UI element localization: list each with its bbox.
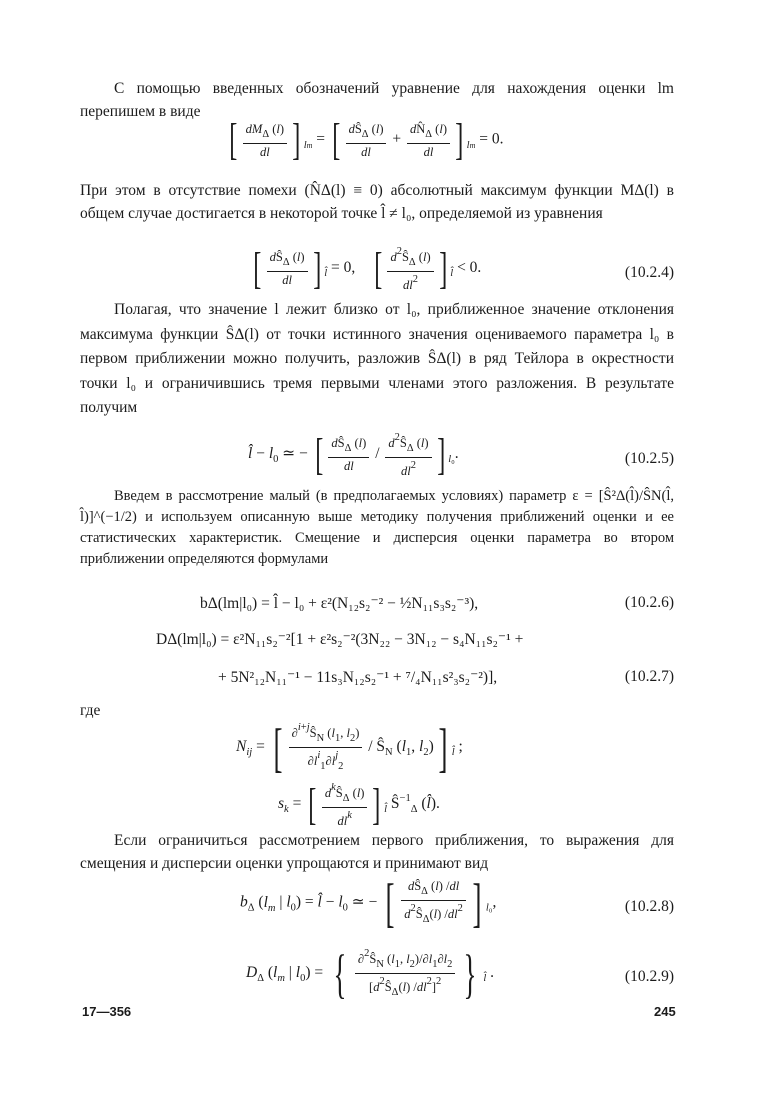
equation-number: (10.2.9) bbox=[624, 968, 674, 985]
equation-number: (10.2.6) bbox=[624, 594, 674, 611]
equation-10-2-7-line2: + 5N²₁₂N₁₁⁻¹ − 11s₃N₁₂s₂⁻¹ + ⁷/₄N₁₁s²₃s₂⁻²)], bbox=[218, 669, 498, 686]
paragraph-where: где bbox=[80, 702, 101, 719]
equation-number: (10.2.4) bbox=[624, 264, 674, 281]
equation-10-2-5: l̂ − $l_0$ ≃ − [ $\frac{dŜ_\Delta (l)}{dl}$ / $\frac{d^2Ŝ_\Delta (l)}{dl^2}$ ] $_{l_0}$. bbox=[248, 429, 459, 479]
equation-10-2-7-line1: DΔ(lm|l₀) = ε²N₁₁s₂⁻²[1 + ε²s₂⁻²(3N₂₂ − 3N₁₂ − s₄N₁₁s₂⁻¹ + bbox=[156, 631, 524, 648]
equation-number: (10.2.5) bbox=[624, 450, 674, 467]
paragraph-taylor: Полагая, что значение l лежит близко от l₀, приближенное значение отклонения максимума функции ŜΔ(l) от точки истинного значения оцениваемого параметра l₀ в первом приближении можно получить, разложив ŜΔ(l) в ряд Тейлора в окрестности точки l₀ и ограничившись тремя первыми членами этого разложения. В результате получим bbox=[80, 301, 674, 416]
signature-mark: 17—356 bbox=[82, 1004, 132, 1019]
paragraph-first-approximation: Если ограничиться рассмотрением первого приближения, то выражения для смещения и дисперсии оценки упрощаются и принимают вид bbox=[80, 832, 674, 872]
paragraph-intro: С помощью введенных обозначений уравнение для нахождения оценки lm перепишем в виде bbox=[80, 80, 674, 120]
paragraph-no-noise: При этом в отсутствие помехи (N̂Δ(l) ≡ 0) абсолютный максимум функции MΔ(l) в общем случае достигается в некоторой точке l̂ ≠ l₀, определяемой из уравнения bbox=[80, 182, 674, 222]
paragraph-epsilon: Введем в рассмотрение малый (в предполагаемых условиях) параметр ε = [Ŝ²Δ(l̂)/ŜN(l̂, l̂)]^(−1/2) и используем описанную выше методику получения приближений оценки и ее статистических характеристик. Смещение и дисперсия оценки параметра во втором приближении определяются формулами bbox=[80, 488, 674, 567]
equation-10-2-8: $b_\Delta$ ($l_m$ | $l_0$) = l̂ − $l_0$ ≃ − [ $\frac{dŜ_\Delta (l) /dl}{d^2Ŝ_\Delta(l) /dl^2}$ ] $_{l_0}$, bbox=[240, 873, 497, 933]
equation-10-2-4: [ $\frac{dŜ_\Delta (l)}{dl}$ ] $_{l̂}$ = 0, [ $\frac{d^2Ŝ_\Delta (l)}{dl^2}$ ] $_{l̂}$ < 0. bbox=[253, 243, 482, 293]
page-number: 245 bbox=[654, 1004, 676, 1019]
equation-10-2-6: bΔ(lm|l₀) = l̂ − l₀ + ε²(N₁₂s₂⁻² − ½N₁₁s₃s₂⁻³), bbox=[200, 595, 479, 612]
equation-lm: [ $\frac{dM_\Delta (l)}{dl}$ ] $_{lm}$ = [ $\frac{dŜ_\Delta (l)}{dl}$ + $\frac{dN̂_\Delta (l)}{dl}$ ] $_{lm}$ = 0. bbox=[229, 115, 504, 164]
equation-Nij: $N_{ij}$ = [ $\frac{\partial^{i+j}Ŝ_N (l_1, l_2)}{\partial l^i_1\partial l^j_2}$ / $Ŝ_N$ ($l_1$, $l_2$)] $_{l̂}$ ; bbox=[236, 717, 463, 778]
equation-number: (10.2.8) bbox=[624, 898, 674, 915]
equation-number: (10.2.7) bbox=[624, 668, 674, 685]
equation-10-2-9: $D_\Delta$ ($l_m$ | $l_0$) = { $\frac{\partial^2Ŝ_N (l_1, l_2)/\partial l_1\partial l_2}{[d^2Ŝ_\Delta(l) /dl^2]^2}$ } $_{l̂}$ . bbox=[246, 943, 494, 1004]
equation-sk: $s_k$ = [ $\frac{d^kŜ_\Delta (l)}{dl^k}$ ] $_{l̂}$ $Ŝ^{-1}_\Delta$ (l̂). bbox=[278, 779, 440, 829]
